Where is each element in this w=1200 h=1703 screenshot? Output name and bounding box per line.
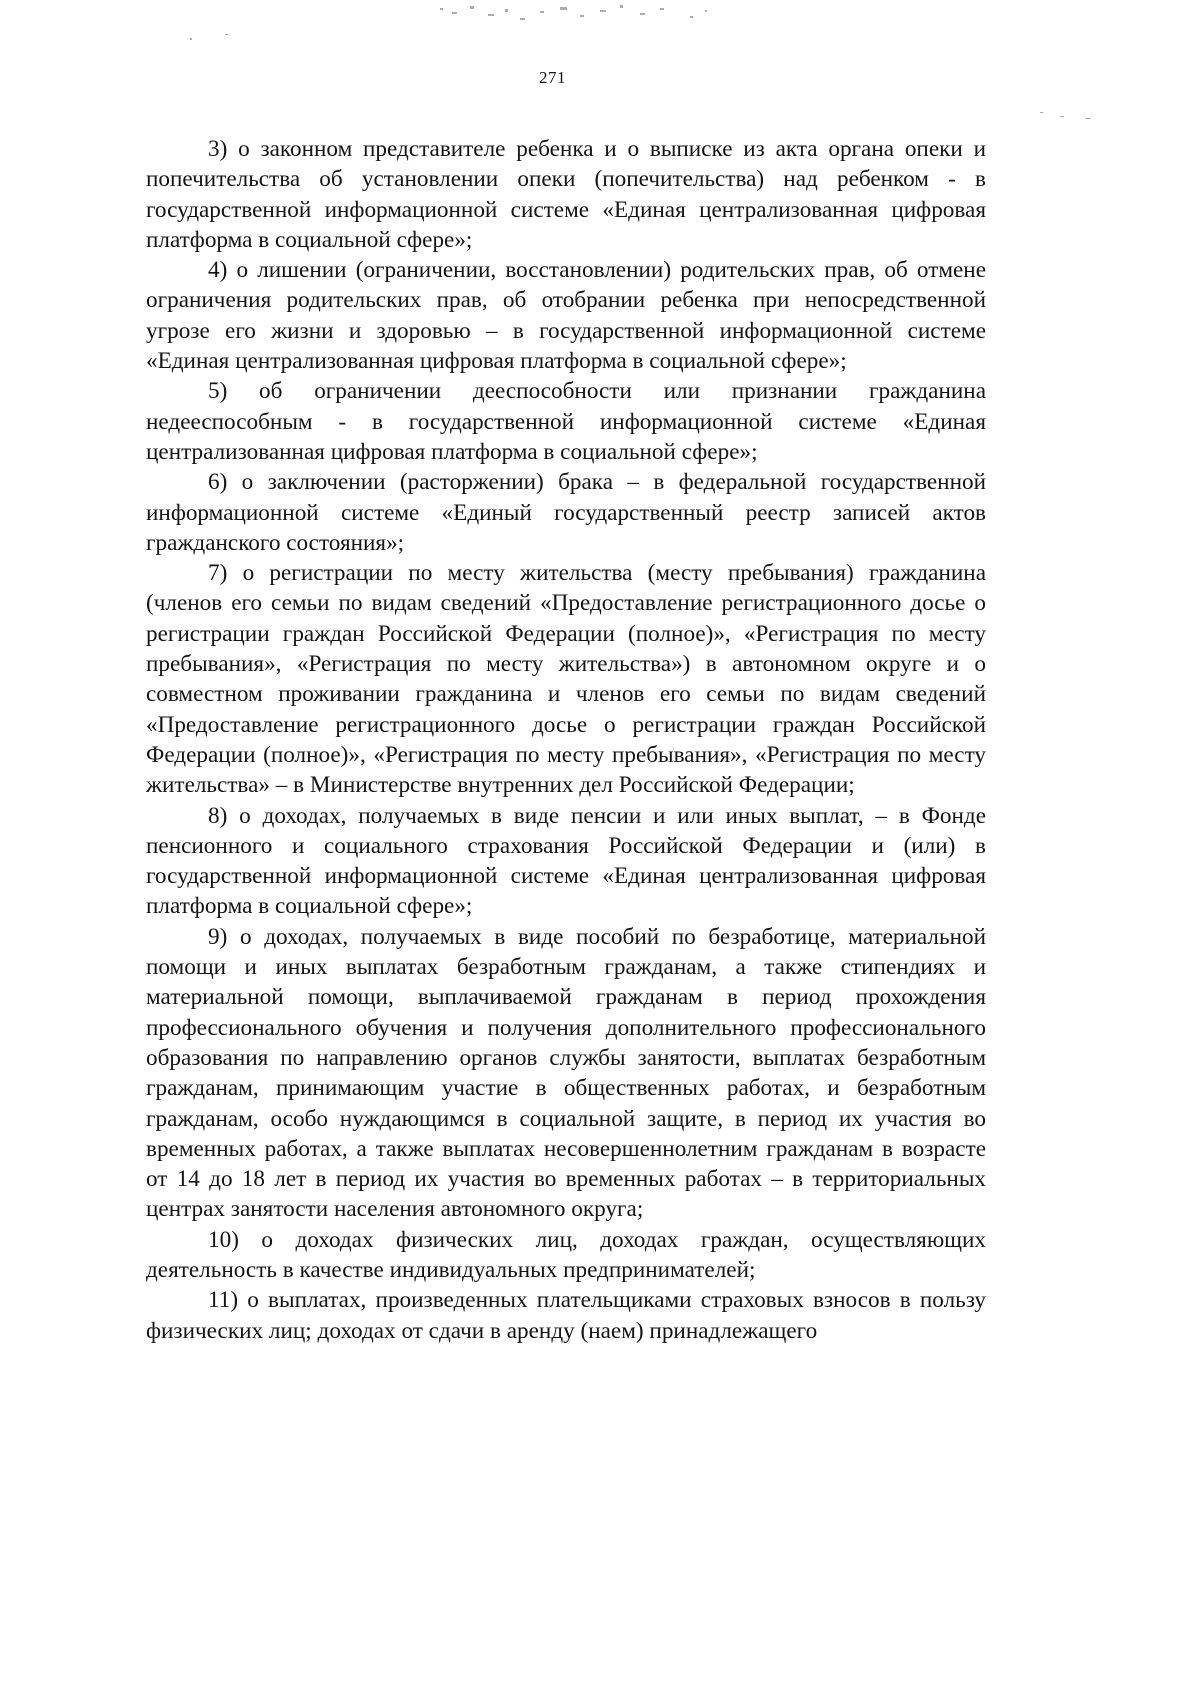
paragraph-8: 8) о доходах, получаемых в виде пенсии и или иных выплат, – в Фонде пенсионного и социального страхования Российской Федерации и (или) в государственной информационной системе «Единая централизованная цифровая платформа в социальной сфере»; xyxy=(146,802,986,920)
paragraph-7: 7) о регистрации по месту жительства (месту пребывания) гражданина (членов его семьи по видам сведений «Предоставление регистрационного досье о регистрации граждан Российской Федерации (полное)», «Регистрация по месту пребывания», «Регистрация по месту жительства») в автономном округе и о совместном проживании гражданина и членов его семьи по видам сведений «Предоставление регистрационного досье о регистрации граждан Российской Федерации (полное)», «Регистрация по месту пребывания», «Регистрация по месту жительства» – в Министерстве внутренних дел Российской Федерации; xyxy=(146,560,986,799)
page-number: 271 xyxy=(539,68,566,87)
paragraph-6: 6) о заключении (расторжении) брака – в федеральной государственной информационной системе «Единый государственный реестр записей актов гражданского состояния»; xyxy=(146,469,986,556)
document-body xyxy=(146,134,986,1346)
paragraph-4: 4) о лишении (ограничении, восстановлении) родительских прав, об отмене ограничения родительских прав, об отобрании ребенка при непосредственной угрозе его жизни и здоровью – в государственной информационной системе «Единая централизованная цифровая платформа в социальной сфере»; xyxy=(146,257,986,375)
paragraph-9: 9) о доходах, получаемых в виде пособий по безработице, материальной помощи и иных выплатах безработным гражданам, а также стипендиях и материальной помощи, выплачиваемой гражданам в период прохождения профессионального обучения и получения дополнительного профессионального образования по направлению органов службы занятости, выплатах безработным гражданам, принимающим участие в общественных работах, и безработным гражданам, особо нуждающимся в социальной защите, в период их участия во временных работах, а также выплатах несовершеннолетним гражданам в возрасте от 14 до 18 лет в период их участия во временных работах – в территориальных центрах занятости населения автономного округа; xyxy=(146,923,986,1223)
paragraph-3: 3) о законном представителе ребенка и о выписке из акта органа опеки и попечительства об установлении опеки (попечительства) над ребенком - в государственной информационной системе «Единая централизованная цифровая платформа в социальной сфере»; xyxy=(146,136,986,253)
paragraph-5: 5) об ограничении дееспособности или признании гражданина недееспособным - в государственной информационной системе «Единая централизованная цифровая платформа в социальной сфере»; xyxy=(146,378,986,465)
paragraph-10: 10) о доходах физических лиц, доходах граждан, осуществляющих деятельность в качестве индивидуальных предпринимателей; xyxy=(146,1226,986,1283)
scan-noise-marks xyxy=(0,0,1105,130)
paragraph-11: 11) о выплатах, произведенных плательщиками страховых взносов в пользу физических лиц; доходах от сдачи в аренду (наем) принадлежащего xyxy=(146,1287,986,1344)
